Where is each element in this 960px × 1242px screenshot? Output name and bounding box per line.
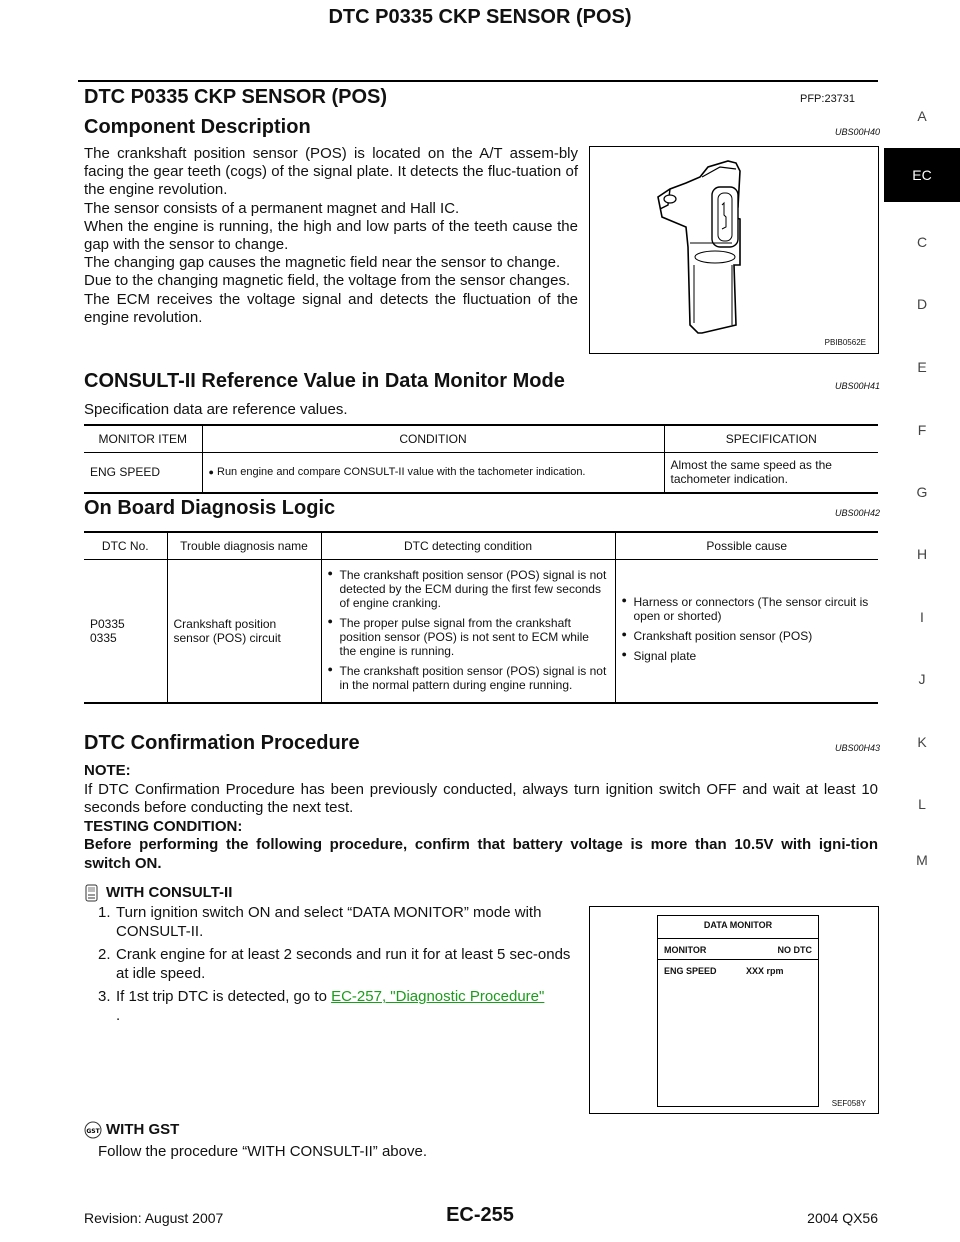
detecting-condition-cell	[321, 560, 615, 704]
consult-tool-icon	[84, 884, 100, 902]
obd-heading: On Board Diagnosis Logic	[84, 497, 336, 519]
component-paragraph: The changing gap causes the magnetic field near the sensor to change.	[84, 254, 561, 272]
side-tab-k[interactable]: K	[917, 734, 927, 750]
component-heading: Component Description	[84, 116, 311, 138]
note-label: NOTE:	[84, 762, 131, 779]
crankshaft-sensor-illustration	[590, 147, 878, 353]
confirm-code: UBS00H43	[835, 743, 881, 753]
gst-instruction: Follow the procedure “WITH CONSULT-II” above.	[98, 1143, 427, 1160]
model-year: 2004 QX56	[807, 1210, 878, 1226]
dtc-code: P0335	[90, 617, 125, 631]
procedure-step: 2. Crank engine for at least 2 seconds and run it for at least 5 sec-onds at idle speed.	[98, 946, 571, 982]
figure-code: PBIB0562E	[824, 338, 866, 347]
column-header: DTC detecting condition	[321, 532, 615, 560]
monitor-screen	[657, 915, 819, 1107]
cause-item: ● Crankshaft position sensor (POS)	[622, 629, 873, 643]
condition-item: ● The proper pulse signal from the crankshaft position sensor (POS) is not sent to ECM while the engine is running.	[328, 616, 609, 658]
condition-text: Run engine and compare CONSULT-II value with the tachometer indication.	[217, 466, 586, 479]
note-text: If DTC Confirmation Procedure has been previously conducted, always turn ignition switch OFF and wait at least 10 seconds before conducting the next test.	[84, 780, 878, 816]
side-tab-j[interactable]: J	[918, 671, 926, 687]
column-header: Possible cause	[615, 532, 878, 560]
procedure-step: 3. If 1st trip DTC is detected, go to EC-257, "Diagnostic Procedure" .	[98, 988, 545, 1024]
column-header: SPECIFICATION	[664, 425, 878, 453]
with-consult-label: WITH CONSULT-II	[106, 884, 233, 901]
monitor-item-value: XXX rpm	[746, 966, 784, 976]
condition-item: ● The crankshaft position sensor (POS) signal is not in the normal pattern during engine running.	[328, 664, 609, 692]
page-header-title: DTC P0335 CKP SENSOR (POS)	[328, 6, 632, 28]
testing-text: Before performing the following procedure, confirm that battery voltage is more than 10.5V with igni-tion switch ON.	[84, 836, 878, 872]
component-paragraph: Due to the changing magnetic field, the voltage from the sensor changes.	[84, 272, 571, 290]
component-paragraph: When the engine is running, the high and low parts of the teeth cause the gap with the sensor to change.	[84, 217, 578, 254]
side-tab-m[interactable]: M	[916, 852, 928, 868]
dtc-code: 0335	[90, 631, 117, 645]
side-tab-d[interactable]: D	[916, 296, 928, 312]
part-number: PFP:23731	[800, 93, 856, 105]
monitor-header-row	[658, 939, 818, 960]
possible-cause-cell	[615, 560, 878, 704]
confirm-heading: DTC Confirmation Procedure	[84, 732, 360, 754]
monitor-item-name: ENG SPEED	[664, 966, 717, 976]
with-gst-label: WITH GST	[106, 1121, 180, 1138]
header-divider	[78, 80, 878, 82]
dtc-number-cell	[84, 560, 167, 704]
component-code: UBS00H40	[835, 127, 881, 137]
obd-table	[84, 531, 878, 704]
testing-label: TESTING CONDITION:	[84, 817, 243, 835]
procedure-step: 1. Turn ignition switch ON and select “DATA MONITOR” mode with CONSULT-II.	[98, 904, 542, 940]
figure-code: SEF058Y	[831, 1099, 866, 1108]
monitor-item-row	[658, 960, 818, 982]
side-tab-g[interactable]: G	[916, 484, 928, 500]
side-tab-l[interactable]: L	[918, 796, 926, 812]
consult-intro: Specification data are reference values.	[84, 401, 348, 418]
gst-tool-icon	[84, 1121, 102, 1139]
consult-code: UBS00H41	[835, 381, 881, 391]
cause-item: ● Signal plate	[622, 649, 873, 663]
component-paragraph: The crankshaft position sensor (POS) is located on the A/T assem-bly facing the gear teeth (cogs) of the signal plate. It detects the fluc-tuation of the engine revolution.	[84, 145, 578, 199]
table-row	[84, 560, 878, 704]
note-block	[84, 762, 878, 873]
column-header: CONDITION	[202, 425, 664, 453]
obd-code: UBS00H42	[835, 508, 881, 518]
data-monitor-figure	[589, 906, 879, 1114]
side-tab-i[interactable]: I	[920, 609, 924, 625]
section-title: DTC P0335 CKP SENSOR (POS)	[84, 86, 388, 108]
condition-cell: ● Run engine and compare CONSULT-II value with the tachometer indication.	[202, 453, 664, 493]
side-tab-a[interactable]: A	[917, 108, 927, 124]
side-tab-e[interactable]: E	[917, 359, 927, 375]
component-text	[84, 145, 578, 327]
trouble-name-cell: Crankshaft position sensor (POS) circuit	[167, 560, 321, 704]
specification-cell: Almost the same speed as the tachometer indication.	[664, 453, 878, 493]
side-tab-c[interactable]: C	[916, 234, 928, 250]
sensor-figure	[589, 146, 879, 354]
svg-text:GST: GST	[86, 1128, 100, 1135]
cause-item: ● Harness or connectors (The sensor circuit is open or shorted)	[622, 595, 873, 623]
monitor-col-label: MONITOR	[664, 945, 707, 955]
component-paragraph: The sensor consists of a permanent magnet and Hall IC.	[84, 199, 460, 217]
procedure-steps	[98, 904, 578, 1031]
consult-heading: CONSULT-II Reference Value in Data Monitor Mode	[84, 370, 565, 392]
side-tab-f[interactable]: F	[917, 422, 927, 438]
column-header: MONITOR ITEM	[84, 425, 202, 453]
monitor-item: ENG SPEED	[84, 453, 202, 493]
page-number: EC-255	[446, 1204, 514, 1226]
table-row	[84, 453, 878, 493]
monitor-status: NO DTC	[777, 945, 812, 955]
monitor-title: DATA MONITOR	[658, 916, 818, 939]
column-header: Trouble diagnosis name	[167, 532, 321, 560]
side-tab-ec-active[interactable]: EC	[884, 148, 960, 202]
column-header: DTC No.	[84, 532, 167, 560]
condition-item: ● The crankshaft position sensor (POS) signal is not detected by the ECM during the first few seconds of engine cranking.	[328, 568, 609, 610]
consult-table	[84, 424, 878, 494]
side-tab-h[interactable]: H	[916, 546, 928, 562]
revision-date: Revision: August 2007	[84, 1210, 224, 1226]
component-paragraph: The ECM receives the voltage signal and detects the fluctuation of the engine revolution.	[84, 290, 578, 326]
diagnostic-procedure-link[interactable]: EC-257, "Diagnostic Procedure"	[331, 988, 545, 1006]
